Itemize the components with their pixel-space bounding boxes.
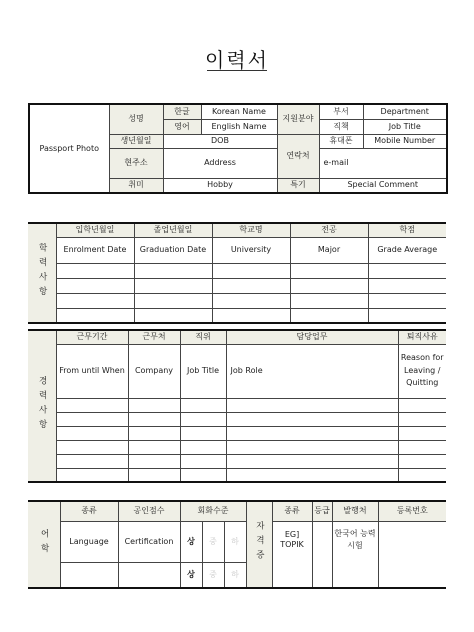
mobile-label: 휴대폰 bbox=[319, 134, 363, 148]
dob-label: 생년월일 bbox=[109, 134, 163, 148]
table-cell[interactable] bbox=[56, 426, 128, 440]
table-cell[interactable] bbox=[56, 293, 134, 308]
korean-name-field[interactable]: Korean Name bbox=[201, 104, 277, 119]
table-cell[interactable] bbox=[180, 440, 226, 454]
table-cell[interactable] bbox=[60, 562, 118, 588]
table-row bbox=[28, 468, 446, 482]
table-cell[interactable] bbox=[398, 398, 446, 412]
table-cell[interactable] bbox=[226, 440, 398, 454]
language-license-table bbox=[28, 500, 446, 589]
level-high-option[interactable]: 상 bbox=[180, 521, 202, 562]
table-cell[interactable] bbox=[226, 398, 398, 412]
career-header-duty: 담당업무 bbox=[226, 330, 398, 344]
career-position-cell[interactable]: Job Title bbox=[180, 344, 226, 398]
table-row bbox=[28, 398, 446, 412]
dob-field[interactable]: DOB bbox=[163, 134, 277, 148]
table-row bbox=[28, 521, 446, 562]
table-cell[interactable] bbox=[180, 468, 226, 482]
english-name-field[interactable]: English Name bbox=[201, 119, 277, 134]
table-row bbox=[28, 454, 446, 468]
table-cell[interactable] bbox=[212, 308, 290, 323]
career-company-cell[interactable]: Company bbox=[128, 344, 180, 398]
hobby-label: 취미 bbox=[109, 178, 163, 193]
table-cell[interactable] bbox=[290, 263, 368, 278]
lang-header-type: 종류 bbox=[60, 501, 118, 521]
table-cell[interactable] bbox=[56, 263, 134, 278]
language-side-label: 어학 bbox=[28, 501, 60, 588]
table-cell[interactable] bbox=[226, 412, 398, 426]
special-field[interactable]: Special Comment bbox=[319, 178, 447, 193]
table-cell[interactable] bbox=[134, 278, 212, 293]
dept-label: 부서 bbox=[319, 104, 363, 119]
edu-header-school: 학교명 bbox=[212, 223, 290, 237]
table-cell[interactable] bbox=[212, 263, 290, 278]
photo-cell[interactable] bbox=[29, 104, 109, 193]
license-header-number: 등록번호 bbox=[378, 501, 446, 521]
level-high-option[interactable]: 상 bbox=[180, 562, 202, 588]
edu-grad-cell[interactable]: Graduation Date bbox=[134, 237, 212, 263]
table-cell[interactable] bbox=[128, 468, 180, 482]
address-field[interactable]: Address bbox=[163, 148, 277, 178]
education-table bbox=[28, 222, 446, 324]
table-cell[interactable] bbox=[398, 454, 446, 468]
table-cell[interactable] bbox=[128, 426, 180, 440]
table-cell[interactable] bbox=[56, 278, 134, 293]
table-cell[interactable] bbox=[56, 440, 128, 454]
education-side-label: 학력사항 bbox=[28, 223, 56, 323]
table-cell[interactable] bbox=[290, 293, 368, 308]
table-cell[interactable] bbox=[118, 562, 180, 588]
table-cell[interactable] bbox=[180, 454, 226, 468]
table-cell[interactable] bbox=[180, 412, 226, 426]
photo-label: Passport Photo bbox=[39, 143, 99, 153]
special-label: 특기 bbox=[277, 178, 319, 193]
career-duty-cell[interactable]: Job Role bbox=[226, 344, 398, 398]
table-cell[interactable] bbox=[128, 454, 180, 468]
edu-major-cell[interactable]: Major bbox=[290, 237, 368, 263]
table-cell[interactable] bbox=[56, 308, 134, 323]
table-cell[interactable] bbox=[368, 278, 446, 293]
table-cell[interactable] bbox=[56, 412, 128, 426]
personal-info-table bbox=[28, 103, 448, 194]
career-period-cell[interactable]: From until When bbox=[56, 344, 128, 398]
license-header-type: 종류 bbox=[272, 501, 312, 521]
career-table bbox=[28, 329, 446, 483]
table-row bbox=[28, 344, 446, 398]
edu-school-cell[interactable]: University bbox=[212, 237, 290, 263]
lang-type-cell[interactable]: Language bbox=[60, 521, 118, 562]
hobby-field[interactable]: Hobby bbox=[163, 178, 277, 193]
edu-header-grad: 졸업년월일 bbox=[134, 223, 212, 237]
title-underline bbox=[207, 70, 267, 71]
table-row bbox=[28, 293, 446, 308]
english-label: 영어 bbox=[163, 119, 201, 134]
table-cell[interactable] bbox=[128, 398, 180, 412]
license-grade-cell[interactable] bbox=[312, 521, 332, 588]
table-cell[interactable] bbox=[212, 278, 290, 293]
table-cell[interactable] bbox=[212, 293, 290, 308]
license-number-cell[interactable] bbox=[378, 521, 446, 588]
table-cell[interactable] bbox=[134, 293, 212, 308]
edu-enrol-cell[interactable]: Enrolment Date bbox=[56, 237, 134, 263]
email-field[interactable]: e-mail bbox=[319, 148, 447, 178]
table-row bbox=[28, 412, 446, 426]
license-header-issuer: 발행처 bbox=[332, 501, 378, 521]
department-field[interactable]: Department bbox=[363, 104, 447, 119]
table-cell[interactable] bbox=[56, 468, 128, 482]
table-row bbox=[28, 237, 446, 263]
table-cell[interactable] bbox=[368, 293, 446, 308]
level-low-option[interactable]: 하 bbox=[224, 562, 246, 588]
table-cell[interactable] bbox=[368, 308, 446, 323]
table-row bbox=[28, 440, 446, 454]
table-row bbox=[28, 426, 446, 440]
lang-score-cell[interactable]: Certification bbox=[118, 521, 180, 562]
career-header-reason: 퇴직사유 bbox=[398, 330, 446, 344]
field-label: 지원분야 bbox=[277, 104, 319, 134]
edu-header-grade: 학점 bbox=[368, 223, 446, 237]
table-cell[interactable] bbox=[134, 308, 212, 323]
table-row bbox=[28, 308, 446, 323]
license-side-label: 자격증 bbox=[246, 501, 272, 588]
table-cell[interactable] bbox=[398, 412, 446, 426]
career-header-company: 근무처 bbox=[128, 330, 180, 344]
edu-header-major: 전공 bbox=[290, 223, 368, 237]
table-row bbox=[28, 278, 446, 293]
position-label: 직책 bbox=[319, 119, 363, 134]
name-label: 성명 bbox=[109, 104, 163, 134]
level-mid-option[interactable]: 중 bbox=[202, 562, 224, 588]
table-cell[interactable] bbox=[290, 278, 368, 293]
table-cell[interactable] bbox=[368, 263, 446, 278]
level-mid-option[interactable]: 중 bbox=[202, 521, 224, 562]
table-cell[interactable] bbox=[398, 440, 446, 454]
table-cell[interactable] bbox=[226, 426, 398, 440]
address-label: 현주소 bbox=[109, 148, 163, 178]
license-header-grade: 등급 bbox=[312, 501, 332, 521]
lang-header-score: 공인점수 bbox=[118, 501, 180, 521]
table-cell[interactable] bbox=[56, 454, 128, 468]
career-header-period: 근무기간 bbox=[56, 330, 128, 344]
table-cell[interactable] bbox=[226, 468, 398, 482]
table-cell[interactable] bbox=[290, 308, 368, 323]
license-type-cell[interactable]: EG] TOPIK bbox=[272, 521, 312, 588]
korean-label: 한글 bbox=[163, 104, 201, 119]
license-issuer-cell[interactable]: 한국어 능력 시험 bbox=[332, 521, 378, 588]
mobile-field[interactable]: Mobile Number bbox=[363, 134, 447, 148]
career-reason-cell[interactable]: Reason for Leaving / Quitting bbox=[398, 344, 446, 398]
job-title-field[interactable]: Job Title bbox=[363, 119, 447, 134]
table-cell[interactable] bbox=[56, 398, 128, 412]
career-side-label: 경력사항 bbox=[28, 330, 56, 482]
table-cell[interactable] bbox=[226, 454, 398, 468]
table-cell[interactable] bbox=[128, 412, 180, 426]
table-cell[interactable] bbox=[180, 426, 226, 440]
page-title: 이력서 bbox=[205, 48, 269, 72]
edu-header-enrol: 입학년월일 bbox=[56, 223, 134, 237]
level-low-option[interactable]: 하 bbox=[224, 521, 246, 562]
contact-label: 연락처 bbox=[277, 134, 319, 178]
table-cell[interactable] bbox=[180, 398, 226, 412]
table-cell[interactable] bbox=[398, 468, 446, 482]
lang-header-level: 회화수준 bbox=[180, 501, 246, 521]
table-row bbox=[28, 263, 446, 278]
table-cell[interactable] bbox=[134, 263, 212, 278]
career-header-position: 직위 bbox=[180, 330, 226, 344]
table-cell[interactable] bbox=[398, 426, 446, 440]
edu-grade-cell[interactable]: Grade Average bbox=[368, 237, 446, 263]
table-cell[interactable] bbox=[128, 440, 180, 454]
